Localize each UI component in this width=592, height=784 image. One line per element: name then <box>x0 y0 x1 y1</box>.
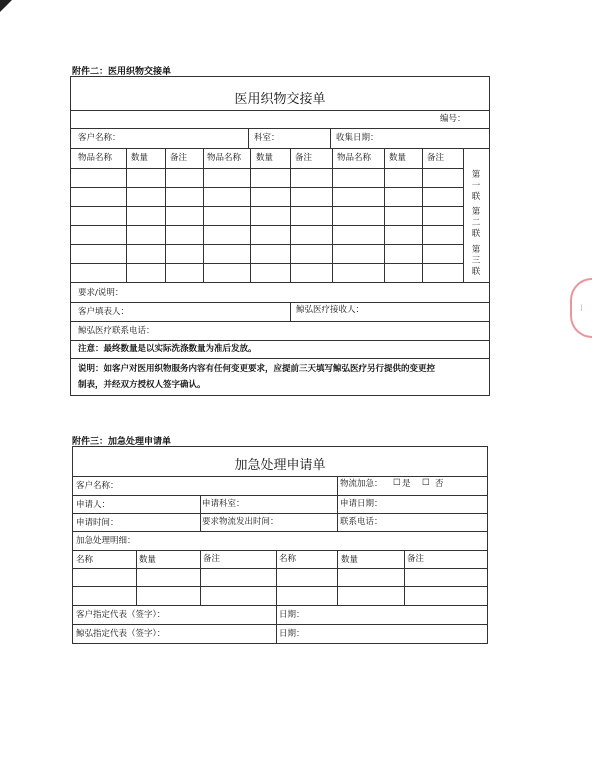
form2-vline <box>337 495 338 531</box>
ship-time-label: 要求物流发出时间： <box>202 517 279 527</box>
yes-label: 是 <box>402 479 411 489</box>
form1-vline <box>384 148 385 282</box>
form1-vline <box>463 148 464 282</box>
form2-vline <box>200 550 201 605</box>
serial-label: 编号： <box>440 114 466 124</box>
form2-heading: 附件三：加急处理申请单 <box>72 437 172 447</box>
contact-label: 鲸弘医疗联系电话： <box>78 326 155 336</box>
form1-vline <box>290 302 291 321</box>
explain-line-2: 制表，并经双方授权人签字确认。 <box>78 380 206 390</box>
form2-title: 加急处理申请单 <box>234 458 326 473</box>
form1-vline <box>332 148 333 282</box>
apply-dept-label: 申请科室： <box>202 499 245 509</box>
form1-heading: 附件二：医用织物交接单 <box>72 67 172 77</box>
form1-line <box>70 128 490 129</box>
form2-vline <box>337 550 338 605</box>
form1-line <box>70 282 490 283</box>
form1-vline <box>250 148 251 282</box>
dept-label: 科室： <box>254 133 280 143</box>
column-header-2: 备注 <box>203 554 221 564</box>
form2-line <box>72 550 488 551</box>
form1-line <box>70 206 463 207</box>
form1-line <box>70 321 490 322</box>
column-header: 物品名称 <box>337 153 372 163</box>
date-label-1: 日期： <box>279 610 305 620</box>
form2-line <box>72 476 488 477</box>
form2-line <box>72 513 488 514</box>
receiver-label: 鲸弘医疗接收人： <box>296 305 365 315</box>
form1-line <box>70 148 490 149</box>
column-header-2: 名称 <box>279 554 297 564</box>
customer-name-label: 客户名称： <box>78 133 121 143</box>
copy-label-2: 第二联 <box>471 207 481 239</box>
form2-vline <box>276 605 277 644</box>
form1-line <box>70 340 490 341</box>
column-header-2: 备注 <box>407 554 425 564</box>
filler-label: 客户填表人： <box>78 307 130 317</box>
column-header: 物品名称 <box>78 153 113 163</box>
no-label: 否 <box>435 479 444 489</box>
copy-label-1: 第一联 <box>471 170 481 202</box>
column-header: 备注 <box>295 153 313 163</box>
form1-vline <box>290 148 291 282</box>
checkbox-yes-icon[interactable]: ☐ <box>393 478 401 488</box>
form2-vline <box>200 495 201 531</box>
form2-line <box>72 531 488 532</box>
form2-vline <box>404 550 405 605</box>
form1-vline <box>165 148 166 282</box>
requirements-label: 要求/说明： <box>78 288 124 298</box>
form1-vline <box>422 148 423 282</box>
column-header: 物品名称 <box>207 153 242 163</box>
form1-line <box>70 358 490 359</box>
form1-vline <box>248 128 249 148</box>
form2-line <box>72 624 488 625</box>
form1-line <box>70 168 463 169</box>
column-header: 备注 <box>170 153 188 163</box>
form2-vline <box>276 550 277 605</box>
apply-date-label: 申请日期： <box>340 499 383 509</box>
form1-line <box>70 187 463 188</box>
apply-time-label: 申请时间： <box>76 518 119 528</box>
red-seal-mark-icon: ﹜ <box>576 303 586 313</box>
form1-line <box>70 110 490 111</box>
form1-line <box>70 225 463 226</box>
column-header-2: 名称 <box>76 555 94 565</box>
form1-line <box>70 263 463 264</box>
jh-rep-label: 鲸弘指定代表（签字）： <box>76 629 166 639</box>
column-header-2: 数量 <box>341 555 359 565</box>
phone-label: 联系电话： <box>340 517 383 527</box>
copy-label-3: 第三联 <box>471 245 481 277</box>
customer-rep-label: 客户指定代表（签字）： <box>76 610 166 620</box>
form1-vline <box>126 148 127 282</box>
form1-line <box>70 244 463 245</box>
form2-line <box>72 605 488 606</box>
form2-line <box>72 568 488 569</box>
note-text: 注意：最终数量是以实际洗涤数量为准后发放。 <box>78 344 257 354</box>
column-header: 数量 <box>389 153 407 163</box>
column-header: 数量 <box>256 153 274 163</box>
collect-date-label: 收集日期： <box>336 133 379 143</box>
checkbox-no-icon[interactable]: ☐ <box>422 478 430 488</box>
form2-vline <box>136 550 137 605</box>
form2-line <box>72 495 488 496</box>
logistics-urgent-label: 物流加急： <box>340 479 383 489</box>
form1-vline <box>330 128 331 148</box>
details-label: 加急处理明细： <box>76 536 136 546</box>
form1-line <box>70 302 490 303</box>
form1-title: 医用织物交接单 <box>234 92 326 107</box>
column-header-2: 数量 <box>139 555 157 565</box>
form2-vline <box>337 476 338 495</box>
form2-line <box>72 586 488 587</box>
explain-line-1: 说明：如客户对医用织物服务内容有任何变更要求，应提前三天填写鲸弘医疗另行提供的变更控 <box>78 364 436 374</box>
applicant-label: 申请人： <box>76 500 111 510</box>
customer-name-label-2: 客户名称： <box>76 481 119 491</box>
form1-vline <box>203 148 204 282</box>
page-corner-mark <box>0 0 12 12</box>
column-header: 数量 <box>131 153 149 163</box>
date-label-2: 日期： <box>279 629 305 639</box>
column-header: 备注 <box>427 153 445 163</box>
